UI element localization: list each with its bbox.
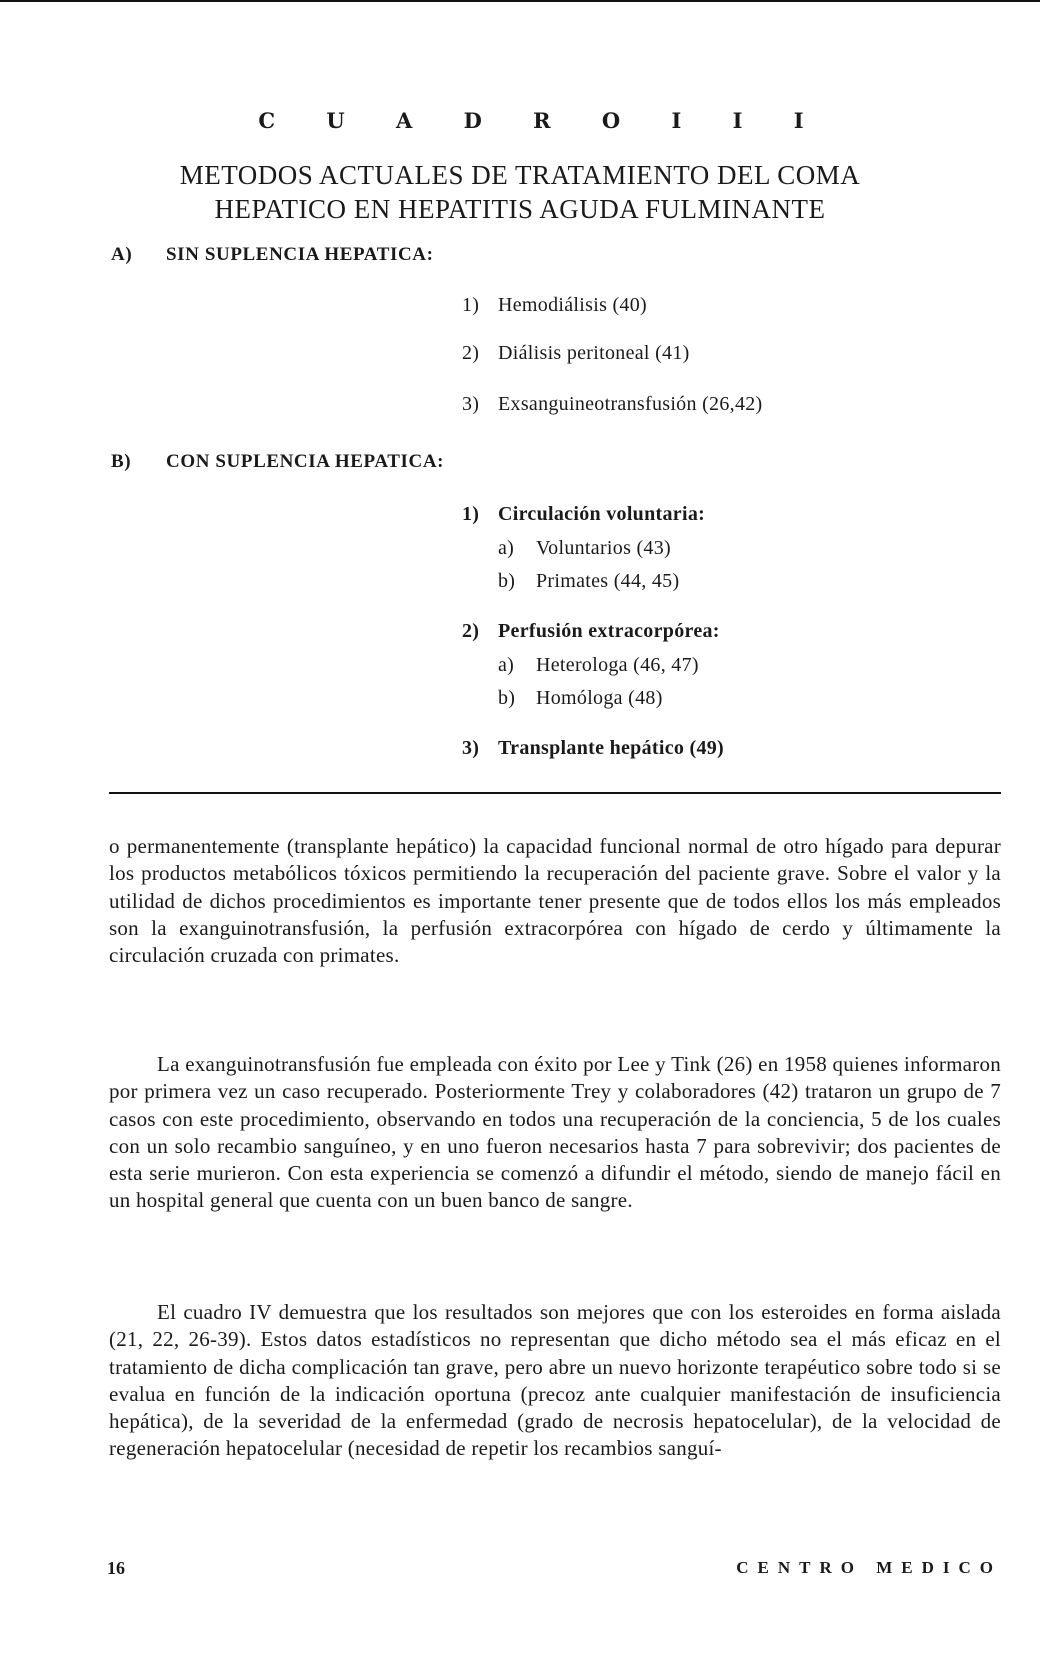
sub-item-letter: b)	[498, 570, 516, 592]
item-number: 3)	[462, 393, 480, 415]
item-number: 2)	[462, 342, 480, 364]
item-text: Exsanguineotransfusión (26,42)	[498, 393, 763, 415]
item-number: 1)	[462, 294, 480, 316]
section-b-item-2-sub-a	[498, 654, 699, 677]
item-number: 1)	[462, 503, 480, 525]
item-text: Diálisis peritoneal (41)	[498, 342, 690, 364]
body-paragraph-1: o permanentemente (transplante hepático) la capacidad funcional normal de otro hígado para depurar los productos metabólicos tóxicos permitiendo la recuperación del paciente grave. Sobre el valor y la utilidad de dichos procedimientos es importante tener presente que de todos ellos los más empleados son la exanguinotransfusión, la perfusión extracorpórea con hígado de cerdo y últimamente la circulación cruzada con primates.	[109, 834, 1001, 968]
sub-item-letter: a)	[498, 537, 515, 559]
section-b-item-2-sub-b	[498, 687, 663, 710]
section-b-heading	[111, 451, 444, 473]
section-b-title: CON SUPLENCIA HEPATICA:	[166, 451, 445, 472]
section-a-title: SIN SUPLENCIA HEPATICA:	[166, 244, 434, 265]
section-a-heading	[111, 244, 434, 266]
section-b-item-1-sub-b	[498, 570, 679, 593]
section-b-letter: B)	[111, 451, 132, 472]
table-bottom-rule	[109, 792, 1001, 794]
section-a-item-1	[462, 294, 647, 317]
table-title-line-1: METODOS ACTUALES DE TRATAMIENTO DEL COMA	[179, 160, 861, 190]
body-paragraph-3: El cuadro IV demuestra que los resultados son mejores que con los esteroides en forma aislada (21, 22, 26-39). Estos datos estadísticos no representan que dicho método sea el más eficaz en el tratamiento de dicha complicación tan grave, pero abre un nuevo horizonte terapéutico sobre todo si se evalua en función de la indicación oportuna (precoz ante cualquier manifestación de insuficiencia hepática), de la severidad de la enfermedad (grado de necrosis hepatocelular), de la velocidad de regeneración hepatocelular (necesidad de repetir los recambios sanguí-	[109, 1300, 1001, 1461]
sub-item-text: Heterologa (46, 47)	[536, 654, 699, 676]
item-number: 2)	[462, 620, 480, 642]
item-text: Transplante hepático (49)	[498, 737, 725, 759]
section-a-letter: A)	[111, 244, 133, 265]
sub-item-text: Primates (44, 45)	[536, 570, 680, 592]
table-title	[0, 158, 1040, 226]
item-text: Perfusión extracorpórea:	[498, 620, 720, 642]
section-b-item-2	[462, 620, 720, 643]
sub-item-text: Homóloga (48)	[536, 687, 663, 709]
item-number: 3)	[462, 737, 480, 759]
table-label: C U A D R O I I I	[258, 108, 826, 133]
sub-item-text: Voluntarios (43)	[536, 537, 671, 559]
sub-item-letter: b)	[498, 687, 516, 709]
table-title-line-2: HEPATICO EN HEPATITIS AGUDA FULMINANTE	[214, 194, 826, 224]
item-text: Hemodiálisis (40)	[498, 294, 647, 316]
page-number: 16	[107, 1558, 125, 1578]
section-a-item-3	[462, 393, 763, 416]
item-text: Circulación voluntaria:	[498, 503, 706, 525]
section-a-item-2	[462, 342, 690, 365]
section-b-item-1-sub-a	[498, 537, 671, 560]
journal-name: CENTRO MEDICO	[736, 1558, 1002, 1577]
section-b-item-3	[462, 737, 724, 760]
sub-item-letter: a)	[498, 654, 515, 676]
body-paragraph-2: La exanguinotransfusión fue empleada con éxito por Lee y Tink (26) en 1958 quienes informaron por primera vez un caso recuperado. Posteriormente Trey y colaboradores (42) trataron un grupo de 7 casos con este procedimiento, observando en todos una recuperación de la conciencia, 5 de los cuales con un solo recambio sanguíneo, y en uno fueron necesarios hasta 7 para sobrevivir; dos pacientes de esta serie murieron. Con esta experiencia se comenzó a difundir el método, siendo de manejo fácil en un hospital general que cuenta con un buen banco de sangre.	[109, 1052, 1001, 1213]
top-rule	[0, 0, 1040, 2]
section-b-item-1	[462, 503, 705, 526]
